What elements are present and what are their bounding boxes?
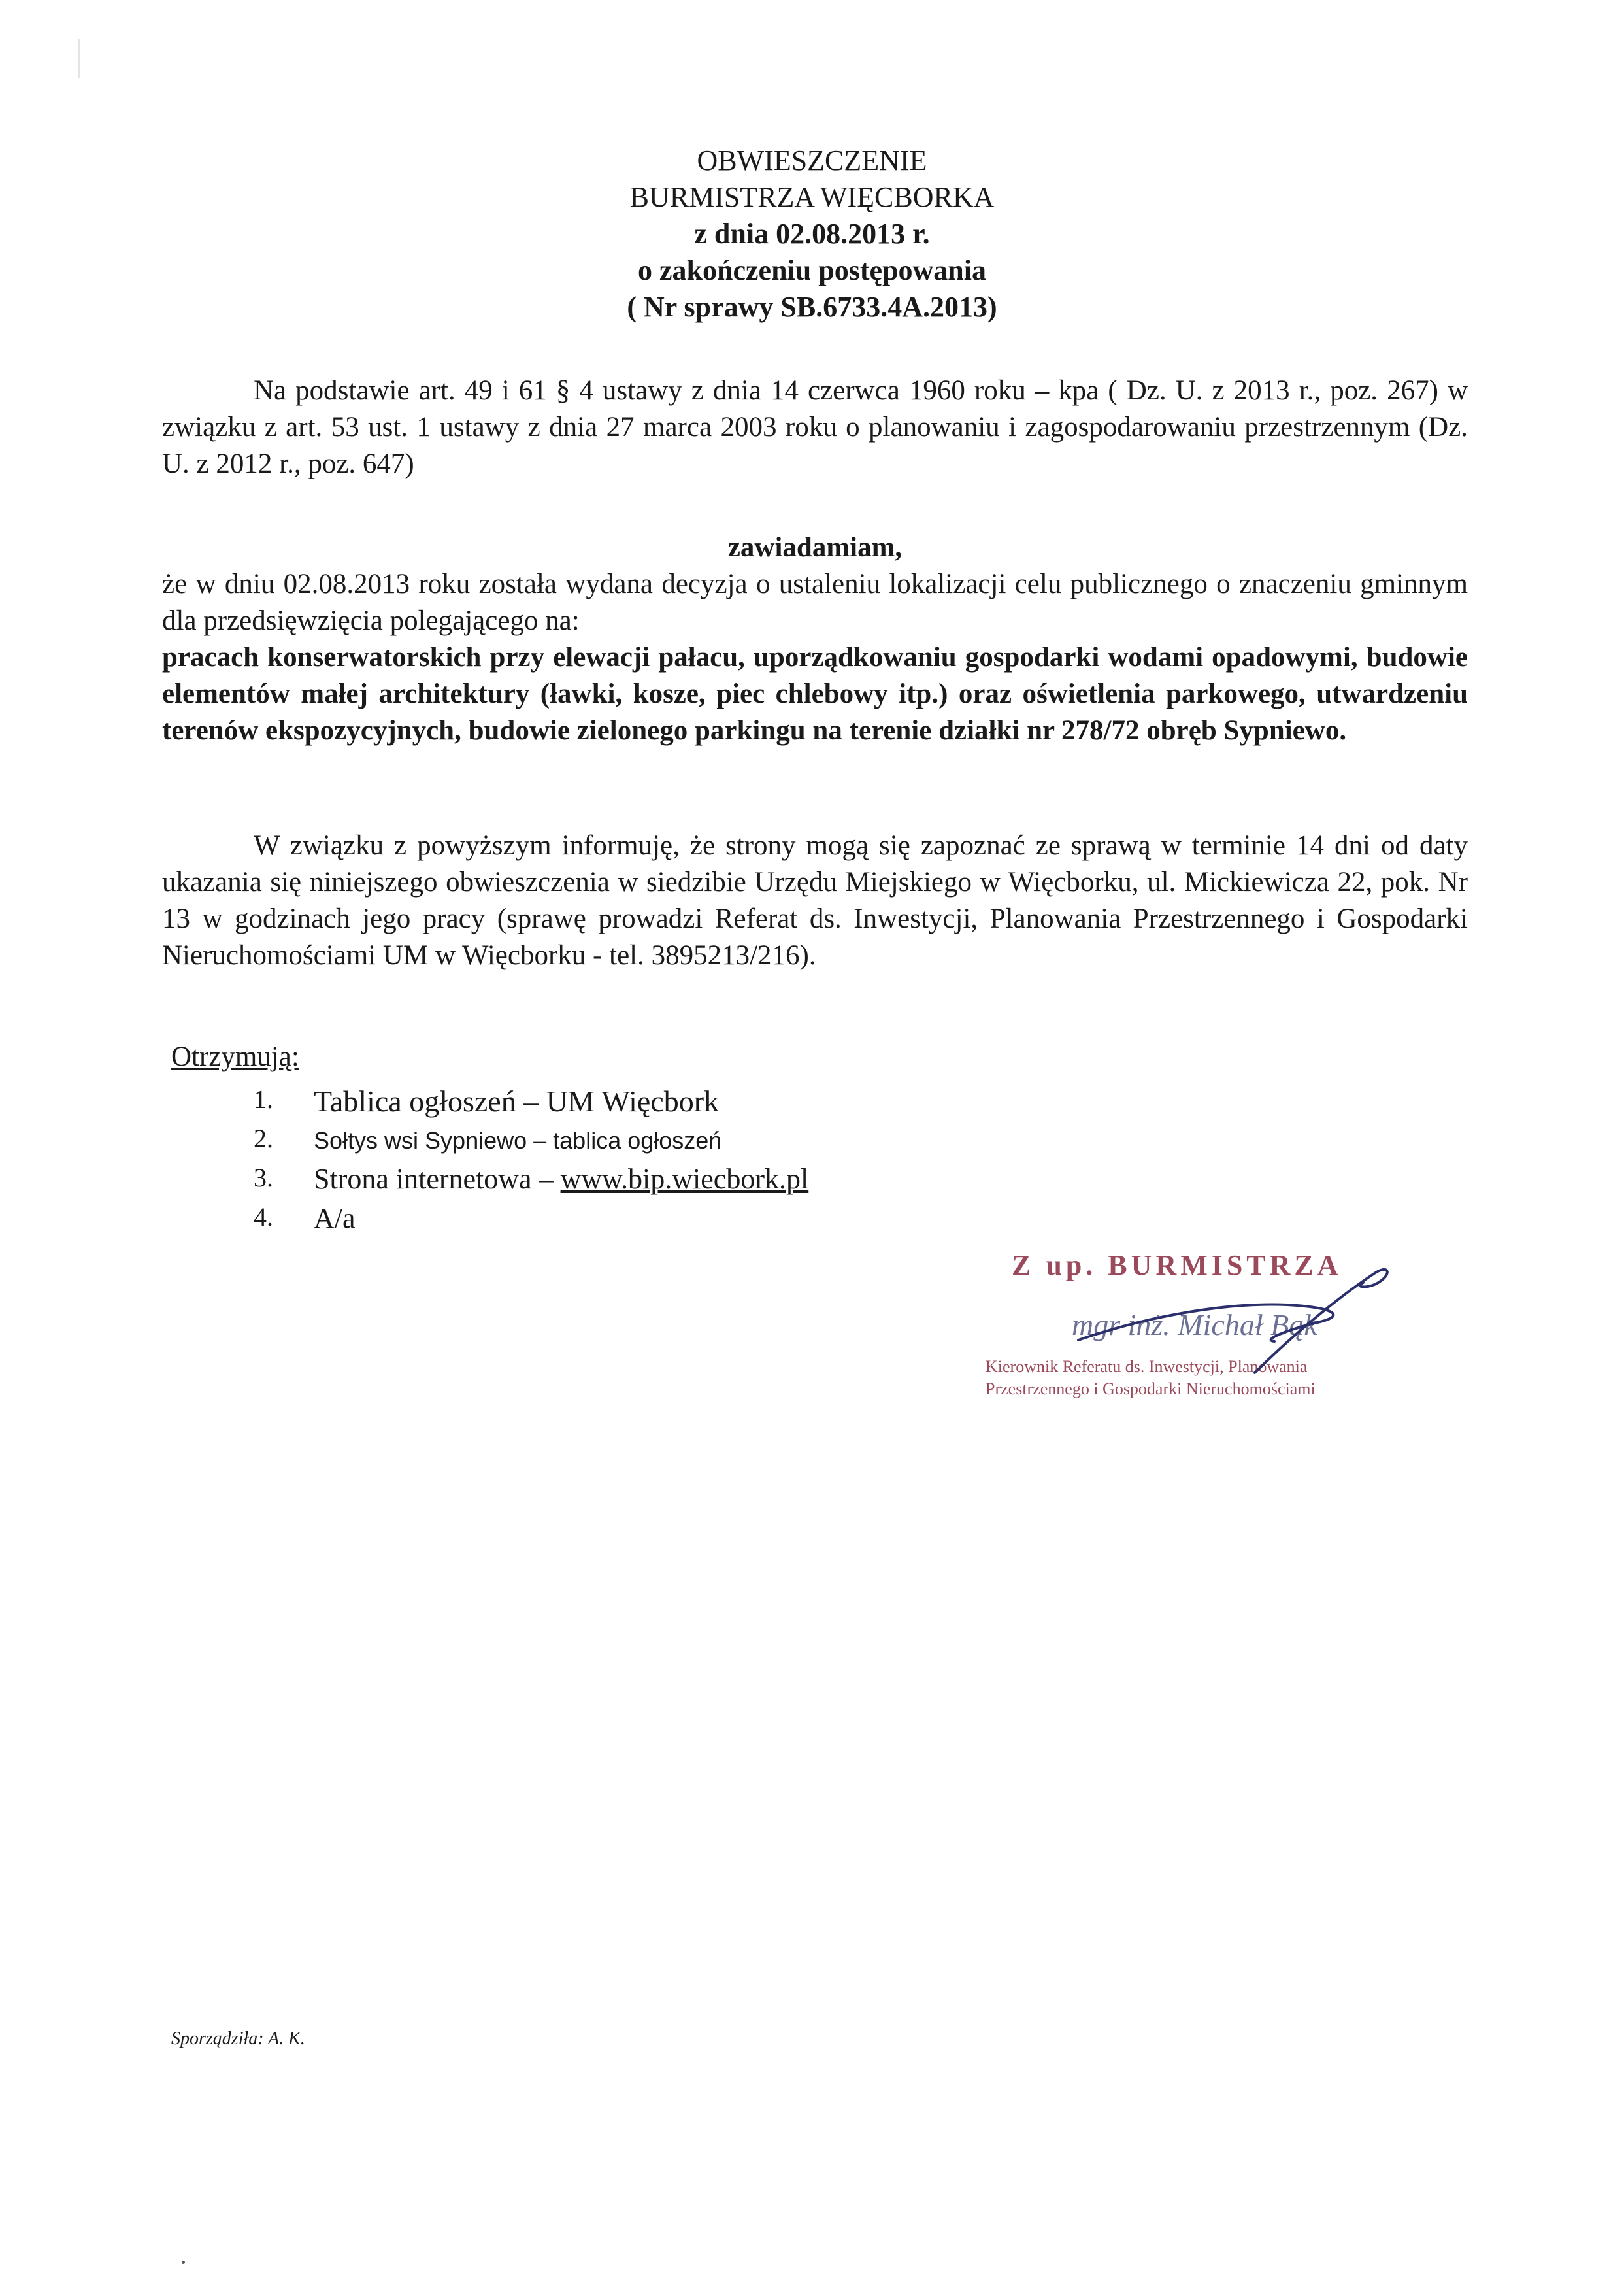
stamp-position-line2: Przestrzennego i Gospodarki Nieruchomościami [986, 1379, 1316, 1398]
prepared-by: Sporządziła: A. K. [171, 2028, 305, 2049]
recipient-number: 2. [254, 1124, 273, 1153]
notice-title: OBWIESZCZENIE [697, 144, 927, 177]
project-description: pracach konserwatorskich przy elewacji pałacu, uporządkowaniu gospodarki wodami opadowymi, budowie elementów małej architektury (ławki, kosze, piec chlebowy itp.) oraz oświetlenia parkowego, utwardzeniu terenów ekspozycyjnych, budowie zielonego parkingu na terenie działki nr 278/72 obręb Sypniewo. [162, 642, 1468, 746]
scan-mark [78, 39, 80, 78]
handwritten-signature [980, 1242, 1477, 1412]
bip-website-link[interactable]: www.bip.wiecbork.pl [560, 1163, 809, 1195]
recipient-number: 1. [254, 1085, 273, 1114]
issuer-title: BURMISTRZA WIĘCBORKA [629, 181, 995, 213]
recipient-text: Strona internetowa – [314, 1163, 561, 1195]
stamp-official-name: mgr inż. Michał Bąk [1072, 1308, 1317, 1341]
recipient-text-with-link [314, 1162, 808, 1196]
notice-subject: o zakończeniu postępowania [638, 254, 986, 286]
recipient-text: A/a [314, 1202, 356, 1234]
notify-heading: zawiadamiam, [727, 532, 903, 563]
decision-text: że w dniu 02.08.2013 roku została wydana decyzja o ustaleniu lokalizacji celu publicznego o znaczeniu gminnym dla przedsięwzięcia polegającego na: [162, 569, 1468, 636]
notice-date: z dnia 02.08.2013 r. [694, 218, 930, 250]
information-text: W związku z powyższym informuję, że strony mogą się zapoznać ze sprawą w terminie 14 dni od daty ukazania się niniejszego obwieszczenia w siedzibie Urzędu Miejskiego w Więcborku, ul. Mickiewicza 22, pok. Nr 13 w godzinach jego pracy (sprawę prowadzi Referat ds. Inwestycji, Planowania Przestrzennego i Gospodarki Nieruchomościami UM w Więcborku - tel. 3895213/216). [162, 830, 1468, 971]
scan-dot [182, 2261, 185, 2264]
official-stamp [980, 1242, 1477, 1412]
recipient-number: 3. [254, 1163, 273, 1192]
information-paragraph [162, 828, 1468, 974]
legal-basis-paragraph [162, 373, 1468, 482]
recipient-text: Tablica ogłoszeń – UM Więcbork [314, 1085, 720, 1118]
recipient-number: 4. [254, 1202, 273, 1232]
recipient-text: Sołtys wsi Sypniewo – tablica ogłoszeń [314, 1127, 722, 1154]
legal-basis-text: Na podstawie art. 49 i 61 § 4 ustawy z dnia 14 czerwca 1960 roku – kpa ( Dz. U. z 2013 r., poz. 267) w związku z art. 53 ust. 1 ustawy z dnia 27 marca 2003 roku o planowaniu i zagospodarowaniu przestrzennym (Dz. U. z 2012 r., poz. 647) [162, 375, 1468, 479]
case-number: ( Nr sprawy SB.6733.4A.2013) [627, 291, 997, 323]
recipients-title: Otrzymują: [171, 1041, 299, 1072]
stamp-title: Z up. BURMISTRZA [1012, 1249, 1342, 1281]
notice-header [0, 143, 1624, 326]
stamp-position-line1: Kierownik Referatu ds. Inwestycji, Planowania [986, 1357, 1308, 1376]
